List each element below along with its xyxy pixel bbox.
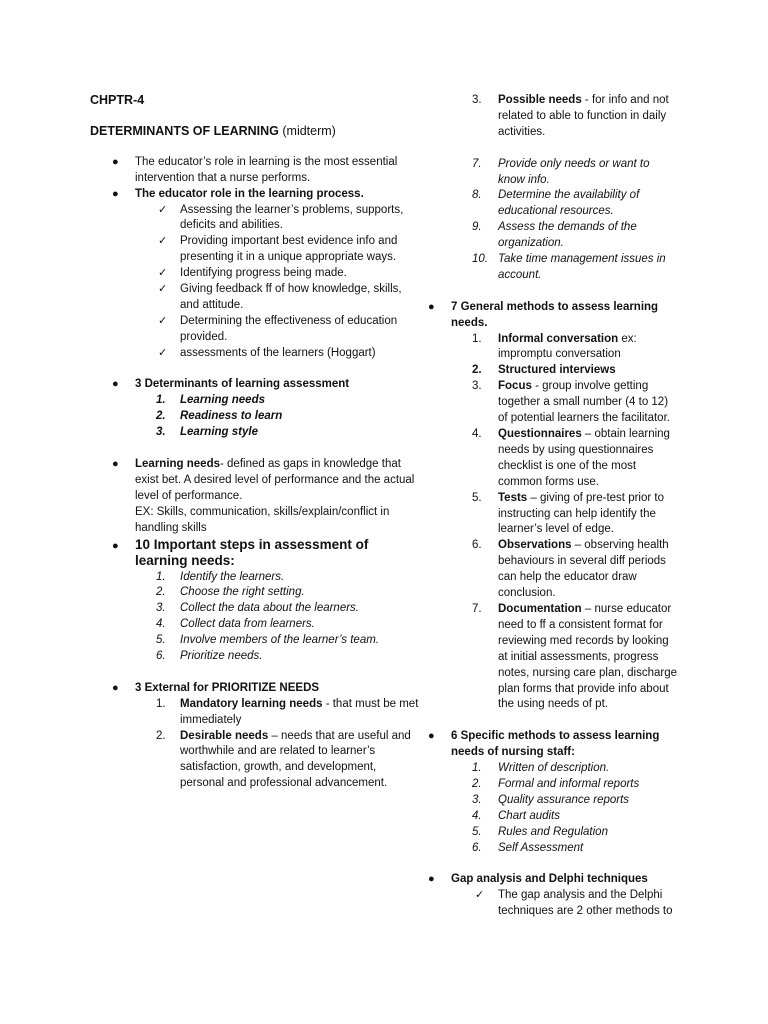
right-column	[428, 93, 678, 920]
left-column	[90, 93, 420, 792]
bullet-icon: ●	[112, 155, 119, 168]
numbered-item: 2. Structured interviews	[472, 364, 616, 377]
bullet-text: 6 Specific methods to assess learning needs of nursing staff:	[451, 730, 660, 759]
check-item	[90, 346, 420, 362]
numbered-item: 9. Assess the demands of the organization.	[472, 221, 637, 250]
bullet-icon: ●	[112, 458, 119, 470]
check-text: Giving feedback ff of how knowledge, skills, and attitude.	[180, 283, 402, 311]
numbered-item: 1. Mandatory learning needs - that must be met immediately	[156, 697, 419, 726]
check-text: Determining the effectiveness of education provided.	[180, 314, 398, 343]
numbered-item: 5. Involve members of the learner’s team.	[156, 634, 379, 647]
numbered-item: 4. Collect data from learners.	[156, 618, 315, 631]
check-icon: ✓	[475, 889, 485, 902]
numbered-item: 3. Possible needs - for info and not related to able to function in daily activities.	[472, 94, 669, 138]
numbered-item: 10. Take time management issues in account.	[472, 253, 666, 281]
numbered-item: 4. Chart audits	[472, 809, 561, 822]
bullet-icon: ●	[112, 681, 119, 694]
check-item	[90, 234, 420, 266]
page-title	[90, 124, 420, 140]
list-item	[428, 729, 678, 761]
bullet-icon: ●	[428, 730, 435, 743]
numbered-item: 3. Collect the data about the learners.	[156, 602, 360, 615]
numbered-item: 3. Quality assurance reports	[472, 793, 630, 806]
check-icon: ✓	[158, 267, 168, 280]
numbered-item: 1. Informal conversation ex: impromptu conversation	[472, 332, 637, 361]
bullet-icon: ●	[428, 873, 435, 886]
check-text: Assessing the learner’s problems, supports, deficits and abilities.	[180, 203, 404, 232]
numbered-item: 7. Provide only needs or want to know info.	[472, 157, 650, 186]
numbered-item: 5. Rules and Regulation	[472, 825, 608, 838]
check-item	[90, 282, 420, 314]
check-icon: ✓	[158, 203, 168, 216]
check-text: assessments of the learners (Hoggart)	[180, 346, 376, 359]
check-item	[90, 266, 420, 282]
bullet-icon: ●	[112, 378, 119, 391]
numbered-item: 6. Prioritize needs.	[156, 650, 263, 663]
numbered-item: 2. Choose the right setting.	[156, 586, 305, 599]
numbered-item: 5. Tests – giving of pre-test prior to instructing can help identify the learner’s level of edge.	[472, 491, 664, 536]
numbered-item: 6. Observations – observing health behaviours in several diff periods can help the educator draw conclusion.	[472, 539, 669, 600]
numbered-item: 1. Learning needs	[156, 394, 265, 407]
check-text: The gap analysis and the Delphi techniques are 2 other methods to	[498, 889, 673, 918]
title-bold: DETERMINANTS OF LEARNING	[90, 123, 279, 138]
bullet-text: Gap analysis and Delphi techniques	[451, 873, 648, 886]
list-item	[90, 155, 420, 187]
bullet-text: 3 External for PRIORITIZE NEEDS	[135, 681, 320, 694]
check-icon: ✓	[158, 283, 168, 296]
list-item	[90, 187, 420, 203]
list-item	[90, 681, 420, 697]
numbered-item: 2. Readiness to learn	[156, 410, 283, 423]
check-item	[90, 203, 420, 235]
list-item	[428, 300, 678, 332]
numbered-item: 7. Documentation – nurse educator need to ff a consistent format for reviewing med records by looking at initial assessments, progress notes, nursing care plan, discharge plan forms that provide info about the using needs of pt.	[472, 602, 677, 711]
example: EX: Skills, communication, skills/explain/conflict in handling skills	[135, 505, 390, 534]
numbered-item: 2. Desirable needs – needs that are useful and worthwhile and are related to learner’s satisfaction, growth, and development, personal and professional advancement.	[156, 729, 411, 790]
numbered-item: 1. Written of description.	[472, 762, 610, 775]
bullet-icon: ●	[112, 187, 119, 200]
list-item	[90, 537, 420, 570]
numbered-item: 3. Focus - group involve getting together a small number (4 to 12) of potential learners the facilitator.	[472, 380, 670, 425]
check-item	[90, 314, 420, 346]
list-item	[428, 872, 678, 888]
chapter-label: CHPTR-4	[90, 93, 145, 107]
bullet-icon: ●	[428, 300, 435, 313]
bullet-icon: ●	[112, 539, 119, 552]
bullet-text: 3 Determinants of learning assessment	[135, 378, 350, 391]
title-rest: (midterm)	[278, 123, 336, 138]
list-item	[90, 457, 420, 537]
check-text: Providing important best evidence info and presenting it in a unique appropriate ways.	[180, 235, 398, 264]
check-icon: ✓	[158, 314, 168, 327]
check-icon: ✓	[158, 235, 168, 248]
bullet-text: 10 Important steps in assessment of learning needs:	[135, 536, 369, 569]
check-text: Identifying progress being made.	[180, 267, 347, 280]
bullet-text: 7 General methods to assess learning needs.	[451, 300, 659, 329]
numbered-item: 8. Determine the availability of educational resources.	[472, 189, 640, 218]
bullet-text: The educator’s role in learning is the most essential intervention that a nurse performs.	[135, 155, 398, 184]
check-item	[428, 888, 678, 920]
numbered-item: 4. Questionnaires – obtain learning needs by using questionnaires checklist is one of the most common forms use.	[472, 428, 670, 488]
numbered-item: 6. Self Assessment	[472, 841, 584, 854]
bullet-text: The educator role in the learning process.	[135, 187, 364, 200]
definition: - defined as gaps in knowledge that exist bet. A desired level of performance and the actual level of performance.	[135, 458, 415, 502]
term: Learning needs	[135, 458, 220, 470]
numbered-item: 3. Learning style	[156, 426, 258, 439]
numbered-item: 2. Formal and informal reports	[472, 777, 640, 790]
list-item	[90, 377, 420, 393]
numbered-item: 1. Identify the learners.	[156, 570, 285, 583]
check-icon: ✓	[158, 346, 168, 359]
